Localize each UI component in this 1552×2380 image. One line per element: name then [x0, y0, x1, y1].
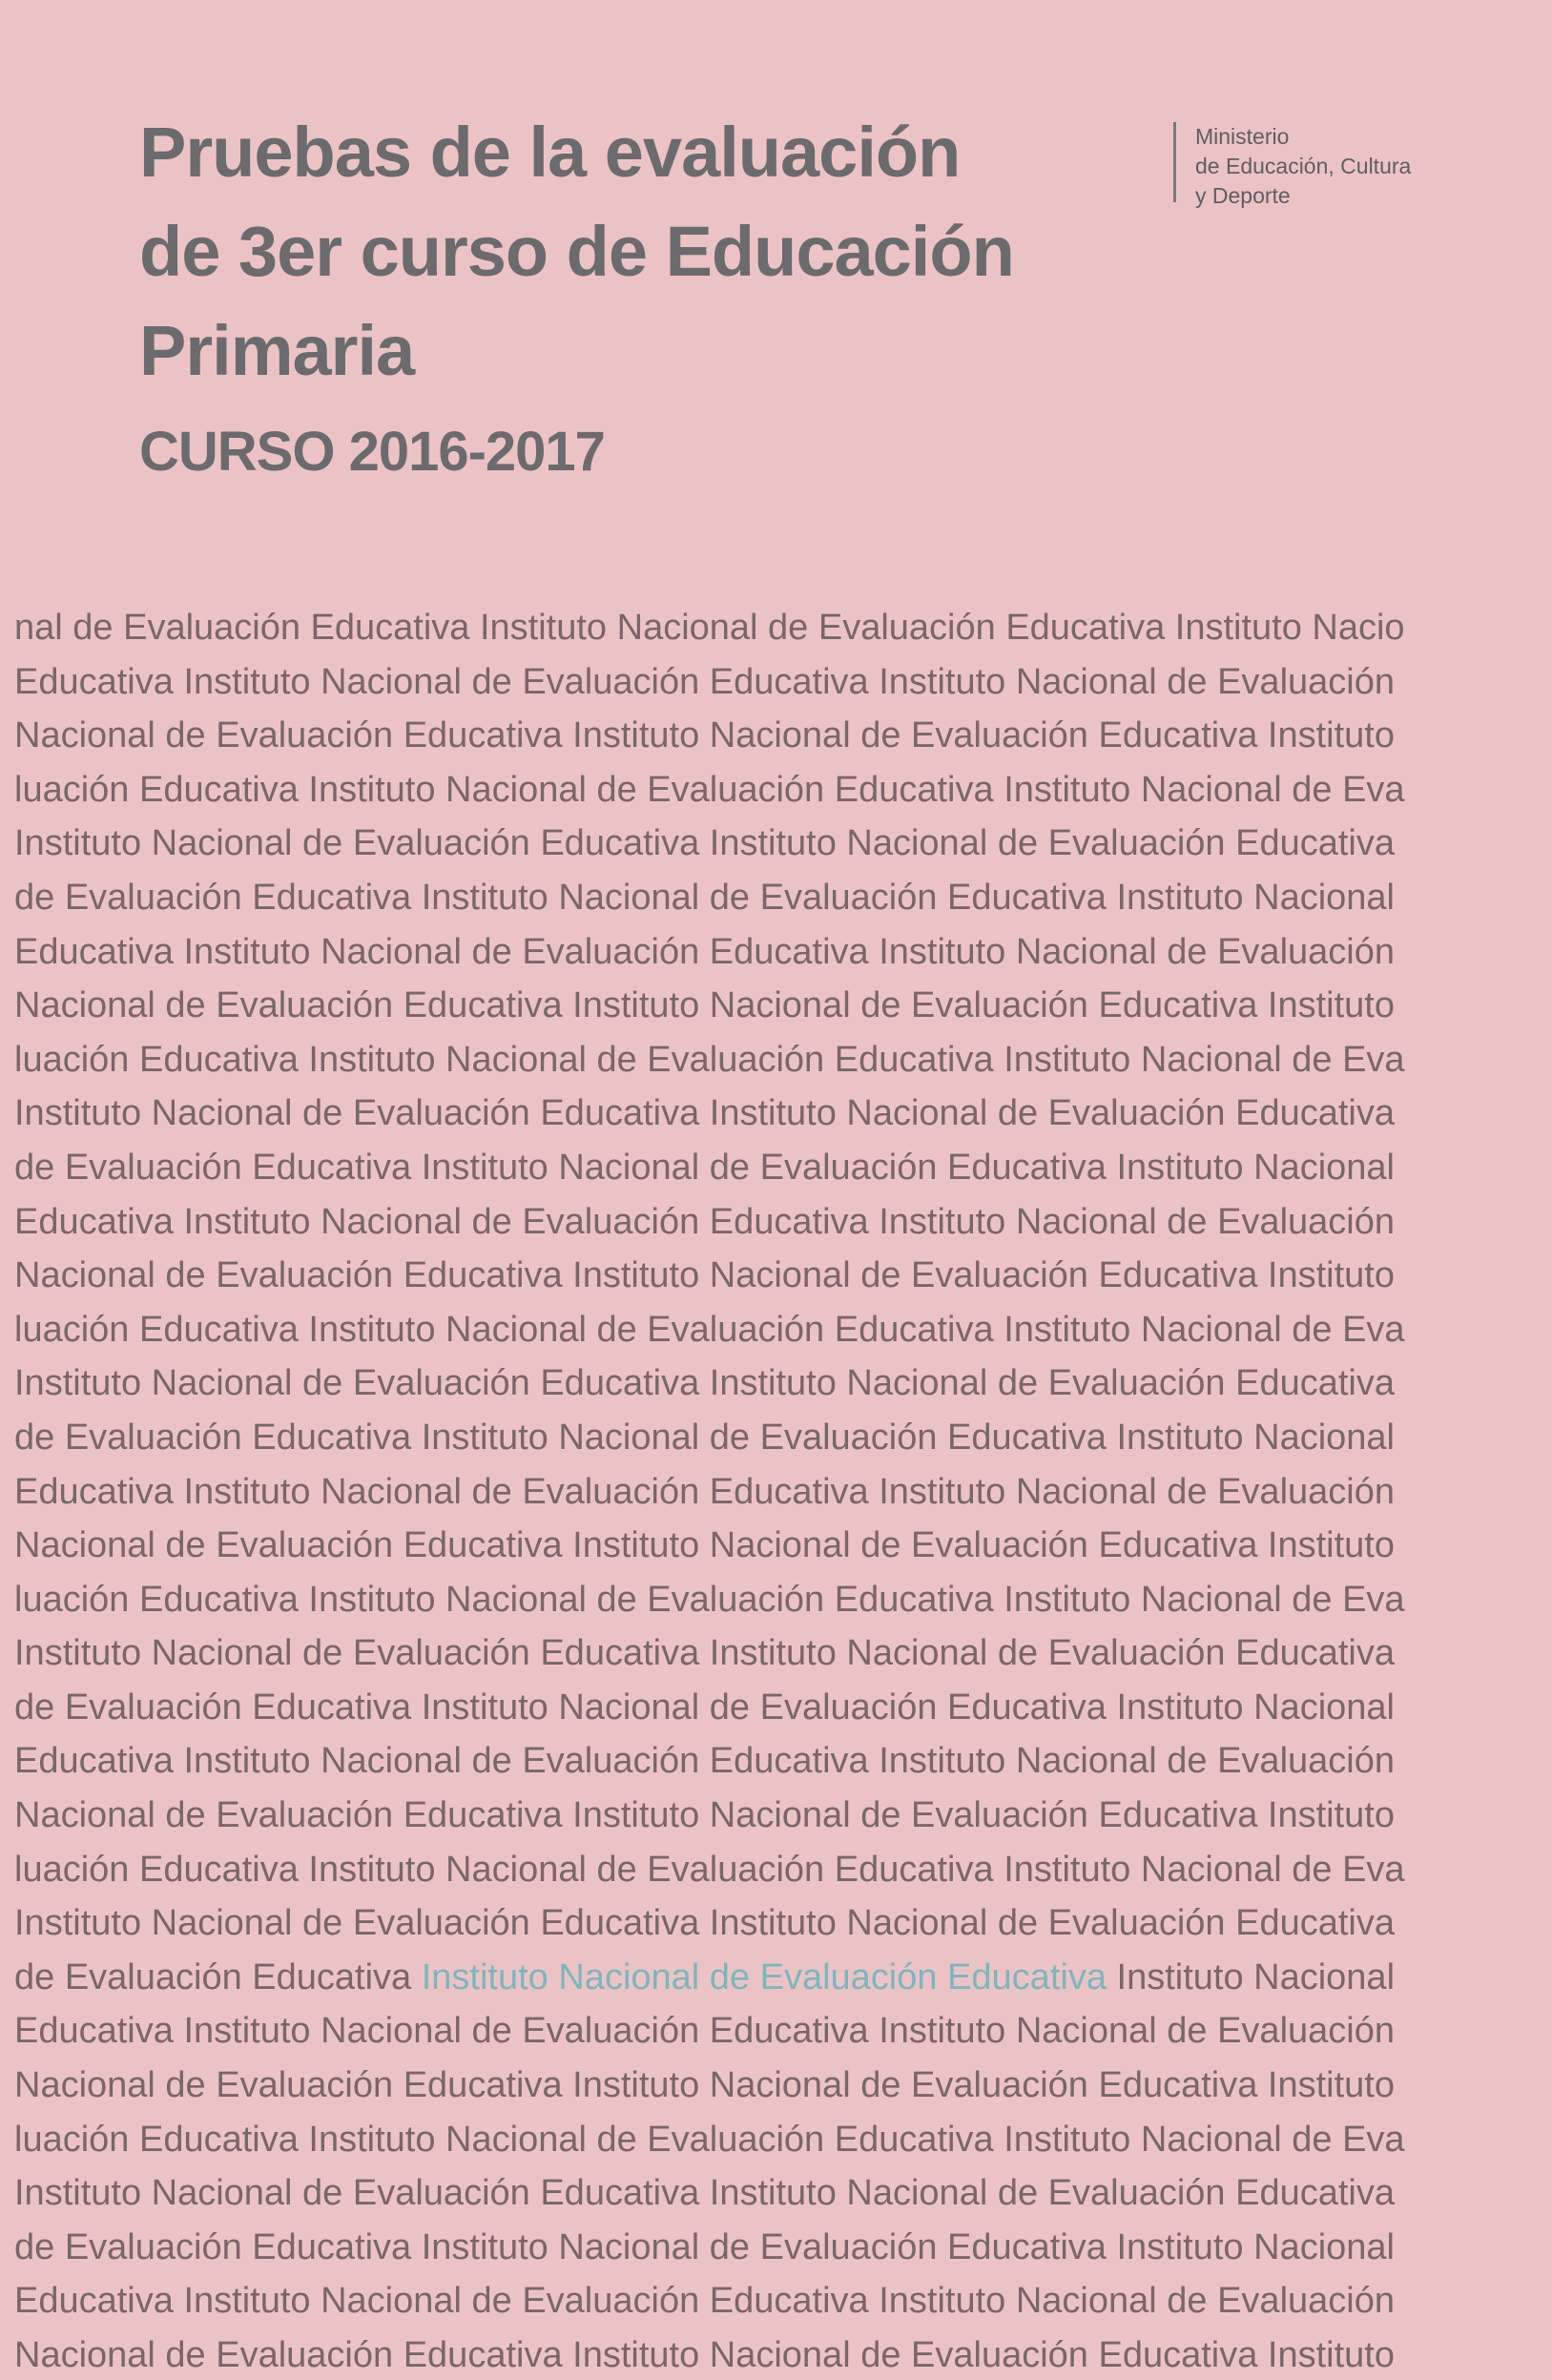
title-line-3: Primaria [139, 311, 415, 390]
pattern-line: Nacional de Evaluación Educativa Instituto Nacional de Evaluación Educativa Instituto [14, 1255, 1395, 1296]
pattern-line: Educativa Instituto Nacional de Evaluación Educativa Instituto Nacional de Evaluación [14, 2011, 1395, 2052]
ministry-logo [1173, 122, 1412, 208]
text-pattern [0, 601, 1552, 2380]
pattern-line: luación Educativa Instituto Nacional de Evaluación Educativa Instituto Nacional de Eva [14, 769, 1405, 810]
institute-name-highlight: Instituto Nacional de Evaluación Educativa [421, 1956, 1107, 1997]
title-line-2: de 3er curso de Educación [139, 212, 1014, 291]
pattern-line: luación Educativa Instituto Nacional de Evaluación Educativa Instituto Nacional de Eva [14, 1579, 1405, 1620]
title-line-1: Pruebas de la evaluación [139, 113, 961, 192]
ministry-line-1: Ministerio [1195, 124, 1290, 149]
pattern-line: Educativa Instituto Nacional de Evaluación Educativa Instituto Nacional de Evaluación [14, 1471, 1395, 1512]
pattern-line: Nacional de Evaluación Educativa Instituto Nacional de Evaluación Educativa Instituto [14, 1525, 1395, 1566]
pattern-line: de Evaluación Educativa Instituto Nacional de Evaluación Educativa Instituto Nacional [14, 2226, 1395, 2267]
pattern-line: de Evaluación Educativa Instituto Nacional de Evaluación Educativa Instituto Nacional [14, 1147, 1395, 1188]
pattern-line: de Evaluación Educativa Instituto Nacional de Evaluación Educativa Instituto Nacional [14, 1687, 1395, 1728]
pattern-line: Educativa Instituto Nacional de Evaluación Educativa Instituto Nacional de Evaluación [14, 931, 1395, 972]
course-year: CURSO 2016-2017 [139, 421, 605, 483]
pattern-line: luación Educativa Instituto Nacional de Evaluación Educativa Instituto Nacional de Eva [14, 1849, 1405, 1890]
pattern-line: Nacional de Evaluación Educativa Instituto Nacional de Evaluación Educativa Instituto [14, 2335, 1395, 2375]
pattern-line: de Evaluación Educativa Instituto Nacional de Evaluación Educativa Instituto Nacional [14, 1417, 1395, 1458]
pattern-line: Instituto Nacional de Evaluación Educativa Instituto Nacional de Evaluación Educativa [14, 1633, 1395, 1674]
pattern-line: Educativa Instituto Nacional de Evaluación Educativa Instituto Nacional de Evaluación [14, 1201, 1395, 1242]
pattern-line: Nacional de Evaluación Educativa Instituto Nacional de Evaluación Educativa Instituto [14, 715, 1395, 756]
ministry-line-2: de Educación, Cultura [1195, 154, 1412, 178]
pattern-line: Nacional de Evaluación Educativa Instituto Nacional de Evaluación Educativa Instituto [14, 985, 1395, 1026]
pattern-line: Instituto Nacional de Evaluación Educativa Instituto Nacional de Evaluación Educativa [14, 1363, 1395, 1404]
pattern-line: Nacional de Evaluación Educativa Instituto Nacional de Evaluación Educativa Instituto [14, 2065, 1395, 2106]
pattern-line: Instituto Nacional de Evaluación Educativa Instituto Nacional de Evaluación Educativa [14, 823, 1395, 864]
pattern-line: Instituto Nacional de Evaluación Educativa Instituto Nacional de Evaluación Educativa [14, 1903, 1395, 1944]
pattern-line: luación Educativa Instituto Nacional de Evaluación Educativa Instituto Nacional de Eva [14, 2119, 1405, 2160]
pattern-line: Nacional de Evaluación Educativa Instituto Nacional de Evaluación Educativa Instituto [14, 1795, 1395, 1836]
pattern-line: luación Educativa Instituto Nacional de Evaluación Educativa Instituto Nacional de Eva [14, 1039, 1405, 1080]
ministry-line-3: y Deporte [1195, 183, 1291, 208]
pattern-line: Educativa Instituto Nacional de Evaluación Educativa Instituto Nacional de Evaluación [14, 661, 1395, 702]
pattern-line: Instituto Nacional de Evaluación Educativa Instituto Nacional de Evaluación Educativa [14, 2173, 1395, 2214]
pattern-line: luación Educativa Instituto Nacional de Evaluación Educativa Instituto Nacional de Eva [14, 1309, 1405, 1350]
document-title [139, 103, 1093, 401]
pattern-text: Instituto Nacional [1106, 1956, 1396, 1997]
pattern-line: Instituto Nacional de Evaluación Educativa Instituto Nacional de Evaluación Educativa [14, 1093, 1395, 1134]
pattern-line: de Evaluación Educativa Instituto Nacional de Evaluación Educativa Instituto Nacional [14, 877, 1395, 918]
pattern-line: Educativa Instituto Nacional de Evaluación Educativa Instituto Nacional de Evaluación [14, 1741, 1395, 1782]
pattern-line: nal de Evaluación Educativa Instituto Nacional de Evaluación Educativa Instituto Nacio [14, 608, 1405, 648]
pattern-line: Educativa Instituto Nacional de Evaluación Educativa Instituto Nacional de Evaluación [14, 2281, 1395, 2322]
pattern-line-highlighted [0, 1951, 1552, 2005]
pattern-text: de Evaluación Educativa [14, 1956, 422, 1997]
